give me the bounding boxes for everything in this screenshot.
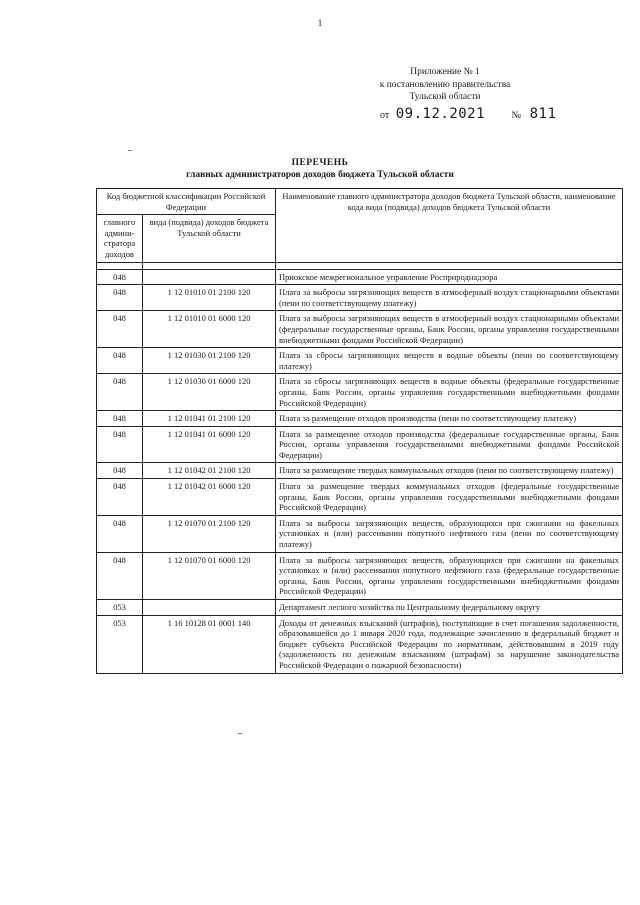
table-row (97, 348, 623, 374)
header-code-group: Код бюджетной классификации Российской Федерации (97, 189, 276, 215)
table-row (97, 479, 623, 516)
appendix-header (370, 66, 520, 104)
row-income-code: 1 12 01070 01 6000 120 (143, 552, 276, 599)
table-row (97, 374, 623, 411)
row-admin-code: 048 (97, 426, 143, 463)
appendix-line: Тульской области (409, 92, 481, 102)
row-income-code: 1 16 10128 01 0001 140 (143, 615, 276, 673)
row-name: Департамент лесного хозяйства по Центральному федеральному округу (276, 600, 623, 616)
row-income-code (143, 269, 276, 285)
row-admin-code: 048 (97, 348, 143, 374)
table-row (97, 515, 623, 552)
table-spacer-row (97, 262, 623, 269)
row-admin-code: 048 (97, 515, 143, 552)
title-line: ПЕРЕЧЕНЬ (291, 158, 349, 168)
row-admin-code: 048 (97, 285, 143, 311)
row-income-code (143, 600, 276, 616)
row-admin-code: 048 (97, 552, 143, 599)
row-name: Плата за выбросы загрязняющих веществ в атмосферный воздух стационарными объектами (пени по соответствующему платежу) (276, 285, 623, 311)
table-row (97, 411, 623, 427)
header-admin: главного админи-стратора доходов (97, 215, 143, 262)
row-name: Доходы от денежных взысканий (штрафов), поступающие в счет погашения задолженности, образовавшейся до 1 января 2020 года, подлежащие зачислению в федеральный бюджет и бюджет субъекта Российской Федерации по нормативам, действовавшим в 2019 году (задолженность по денежным взысканиям (штрафам) за нарушение законодательства Российской Федерации о пожарной безопасности) (276, 615, 623, 673)
resolution-date: 09.12.2021 (395, 106, 486, 122)
row-name: Плата за размещение твердых коммунальных отходов (пени по соответствующему платежу) (276, 463, 623, 479)
row-income-code: 1 12 01070 01 2100 120 (143, 515, 276, 552)
table-row (97, 311, 623, 348)
row-income-code: 1 12 01041 01 2100 120 (143, 411, 276, 427)
row-name: Плата за выбросы загрязняющих веществ в атмосферный воздух стационарными объектами (федеральные государственные органы, Банк России, органы управления государственными внебюджетными фондами Российской Федерации) (276, 311, 623, 348)
row-income-code: 1 12 01010 01 6000 120 (143, 311, 276, 348)
table-row (97, 463, 623, 479)
appendix-line: Приложение № 1 (410, 67, 480, 77)
number-label: № (511, 110, 522, 121)
table-row (97, 269, 623, 285)
document-title (0, 157, 640, 181)
row-name: Плата за размещение отходов производства (пени по соответствующему платежу) (276, 411, 623, 427)
row-admin-code: 048 (97, 479, 143, 516)
header-kind: вида (подвида) доходов бюджета Тульской области (143, 215, 276, 262)
row-name: Плата за сбросы загрязняющих веществ в водные объекты (пени по соответствующему платежу) (276, 348, 623, 374)
row-income-code: 1 12 01042 01 6000 120 (143, 479, 276, 516)
administrators-table (96, 188, 623, 674)
scan-mark (128, 150, 132, 151)
row-name: Приокское межрегиональное управление Росприроднадзора (276, 269, 623, 285)
row-admin-code: 048 (97, 374, 143, 411)
resolution-number: 811 (529, 106, 557, 122)
row-name: Плата за выбросы загрязняющих веществ, образующихся при сжигании на факельных установках и (или) рассеивании попутного нефтяного газа (пени по соответствующему платежу) (276, 515, 623, 552)
row-name: Плата за выбросы загрязняющих веществ, образующихся при сжигании на факельных установках и (или) рассеивании попутного нефтяного газа (федеральные государственные органы, Банк России, органы управления государственными внебюджетными фондами Российской Федерации) (276, 552, 623, 599)
row-admin-code: 053 (97, 600, 143, 616)
row-name: Плата за размещение отходов производства (федеральные государственные органы, Банк России, органы управления государственными внебюджетными фондами Российской Федерации) (276, 426, 623, 463)
table-header-row (97, 189, 623, 215)
row-income-code: 1 12 01041 01 6000 120 (143, 426, 276, 463)
table-row (97, 552, 623, 599)
row-admin-code: 048 (97, 463, 143, 479)
row-name: Плата за размещение твердых коммунальных отходов (федеральные государственные органы, Банк России, органы управления государственными внебюджетными фондами Российской Федерации) (276, 479, 623, 516)
scan-mark (238, 733, 242, 734)
page-number: 1 (317, 18, 323, 28)
table-row (97, 615, 623, 673)
row-admin-code: 048 (97, 311, 143, 348)
from-label: от (380, 110, 390, 121)
table-row (97, 285, 623, 311)
row-name: Плата за сбросы загрязняющих веществ в водные объекты (федеральные государственные органы, Банк России, органы управления государственными внебюджетными фондами Российской Федерации) (276, 374, 623, 411)
row-income-code: 1 12 01030 01 6000 120 (143, 374, 276, 411)
row-admin-code: 048 (97, 269, 143, 285)
row-admin-code: 048 (97, 411, 143, 427)
title-subline: главных администраторов доходов бюджета Тульской области (186, 170, 454, 180)
table-row (97, 426, 623, 463)
row-income-code: 1 12 01042 01 2100 120 (143, 463, 276, 479)
appendix-line: к постановлению правительства (379, 79, 511, 90)
row-income-code: 1 12 01030 01 2100 120 (143, 348, 276, 374)
row-income-code: 1 12 01010 01 2100 120 (143, 285, 276, 311)
row-admin-code: 053 (97, 615, 143, 673)
header-name: Наименование главного администратора доходов бюджета Тульской области, наименование кода вида (подвида) доходов бюджета Тульской области (276, 189, 623, 263)
resolution-date-line (380, 106, 600, 122)
table-row (97, 600, 623, 616)
